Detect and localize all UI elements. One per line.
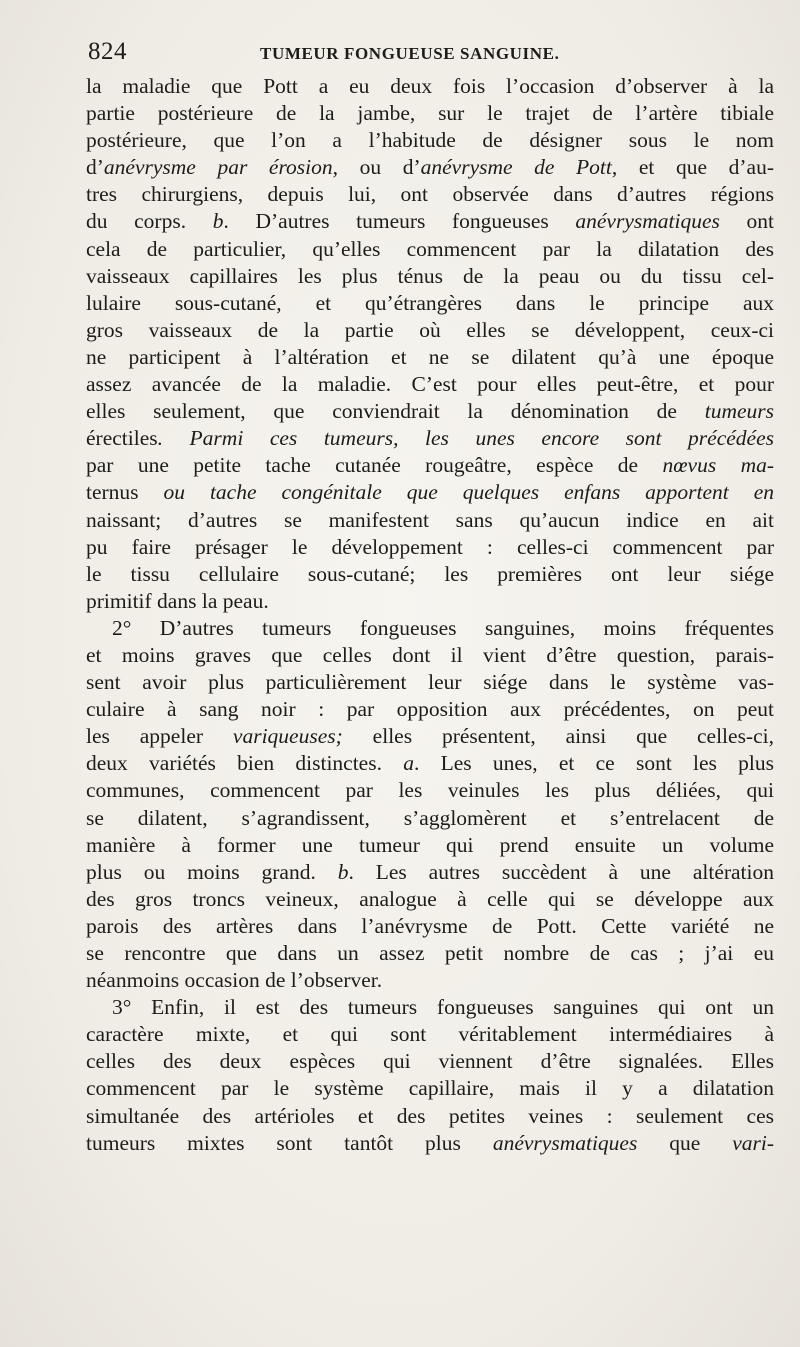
text-line: pu faire présager le développement : celles-ci commencent par [86,534,774,559]
text-line [86,1130,774,1157]
text-segment: par une petite tache cutanée rougeâtre, espèce de [86,453,663,478]
text-line: assez avancée de la maladie. C’est pour elles peut-être, et pour [86,372,774,397]
text-line: 3° Enfin, il est des tumeurs fongueuses sanguines qui ont un [112,995,774,1020]
italic-text: anévrysmatiques [492,1130,638,1155]
text-segment: les appeler [86,724,233,749]
text-line: simultanée des artérioles et des petites veines : seulement ces [86,1103,774,1128]
text-segment: plus ou moins grand. [86,859,338,884]
text-line: la maladie que Pott a eu deux fois l’occasion d’observer à la [86,74,774,98]
italic-text: vari- [732,1130,774,1155]
text-segment: , et que d’au- [611,155,774,180]
text-line: parois des artères dans l’anévrysme de Pott. Cette variété ne [86,913,774,938]
text-line [86,154,774,181]
italic-text: anévrysmatiques [575,209,720,234]
text-line [86,859,774,886]
italic-text: anévrysme de Pott [420,155,612,180]
text-line: 2° D’autres tumeurs fongueuses sanguines, moins fréquentes [112,615,774,640]
italic-text: . Parmi ces tumeurs, les unes encore sont précédées [157,426,774,451]
text-segment: d’ [86,155,104,180]
text-line: cela de particulier, qu’elles commencent par la dilatation des [86,236,774,261]
text-line: tres chirurgiens, depuis lui, ont observée dans d’autres régions [86,182,774,207]
text-segment: que [637,1130,733,1155]
text-line: caractère mixte, et qui sont véritablement intermédiaires à [86,1022,774,1047]
text-line: sent avoir plus particulièrement leur siége dans le système vas- [86,670,774,695]
italic-text: b [212,209,224,234]
text-line: gros vaisseaux de la partie où elles se développent, ceux-ci [86,317,774,342]
text-segment: deux variétés bien distinctes. [86,751,404,776]
text-line: des gros troncs veineux, analogue à celle qui se développe aux [86,886,774,911]
italic-text: tumeurs [704,399,774,424]
text-line: naissant; d’autres se manifestent sans qu’aucun indice en ait [86,507,774,532]
text-line: culaire à sang noir : par opposition aux précédentes, on peut [86,697,774,722]
text-line [86,398,774,425]
text-line: et moins graves que celles dont il vient d’être question, parais- [86,642,774,667]
text-line [86,723,774,750]
text-segment: . D’autres tumeurs fongueuses [223,209,576,234]
text-line: lulaire sous-cutané, et qu’étrangères dans le principe aux [86,290,774,315]
text-line: se rencontre que dans un assez petit nombre de cas ; j’ai eu [86,941,774,965]
text-line: celles des deux espèces qui viennent d’être signalées. Elles [86,1049,774,1074]
text-line: manière à former une tumeur qui prend ensuite un volume [86,832,774,857]
italic-text: ou tache congénitale que quelques enfans apportent en [138,480,774,505]
italic-text: a [403,751,414,776]
page-header [88,38,773,70]
italic-text: anévrysme par érosion [103,155,333,180]
text-segment: . Les unes, et ce sont les plus [413,751,774,776]
text-line: partie postérieure de la jambe, sur le trajet de l’artère tibiale [86,101,774,126]
italic-text: nœvus ma- [662,453,775,478]
text-line: se dilatent, s’agrandissent, s’agglomèrent et s’entrelacent de [86,805,774,830]
running-head: TUMEUR FONGUEUSE SANGUINE. [260,44,560,63]
text-line: vaisseaux capillaires les plus ténus de la peau ou du tissu cel- [86,263,774,288]
text-line [86,452,774,479]
text-line: postérieure, que l’on a l’habitude de désigner sous le nom [86,128,774,153]
text-line: néanmoins occasion de l’observer. [86,968,383,993]
text-segment: ont [719,209,774,234]
text-line: ne participent à l’altération et ne se dilatent qu’à une époque [86,344,774,369]
text-line [86,425,774,452]
text-line: communes, commencent par les veinules les plus déliées, qui [86,778,774,803]
text-line: primitif dans la peau. [86,588,269,613]
text-line [86,208,774,235]
text-line: le tissu cellulaire sous-cutané; les premières ont leur siége [86,561,774,586]
text-segment: , ou d’ [332,155,421,180]
text-line [86,750,774,777]
text-segment: tumeurs mixtes sont tantôt plus [86,1130,493,1155]
text-segment: elles présentent, ainsi que celles-ci, [342,724,774,749]
text-line: commencent par le système capillaire, mais il y a dilatation [86,1076,774,1101]
page-number: 824 [88,38,127,65]
text-segment: elles seulement, que conviendrait la dénomination de [86,399,705,424]
italic-text: b [337,859,349,884]
text-line [86,479,774,506]
text-segment: du corps. [86,209,213,234]
text-segment: ternus [86,480,139,505]
text-segment: érectiles [86,426,158,451]
text-segment: . Les autres succèdent à une altération [348,859,775,884]
body-text [86,73,774,1157]
italic-text: variqueuses; [232,724,343,749]
